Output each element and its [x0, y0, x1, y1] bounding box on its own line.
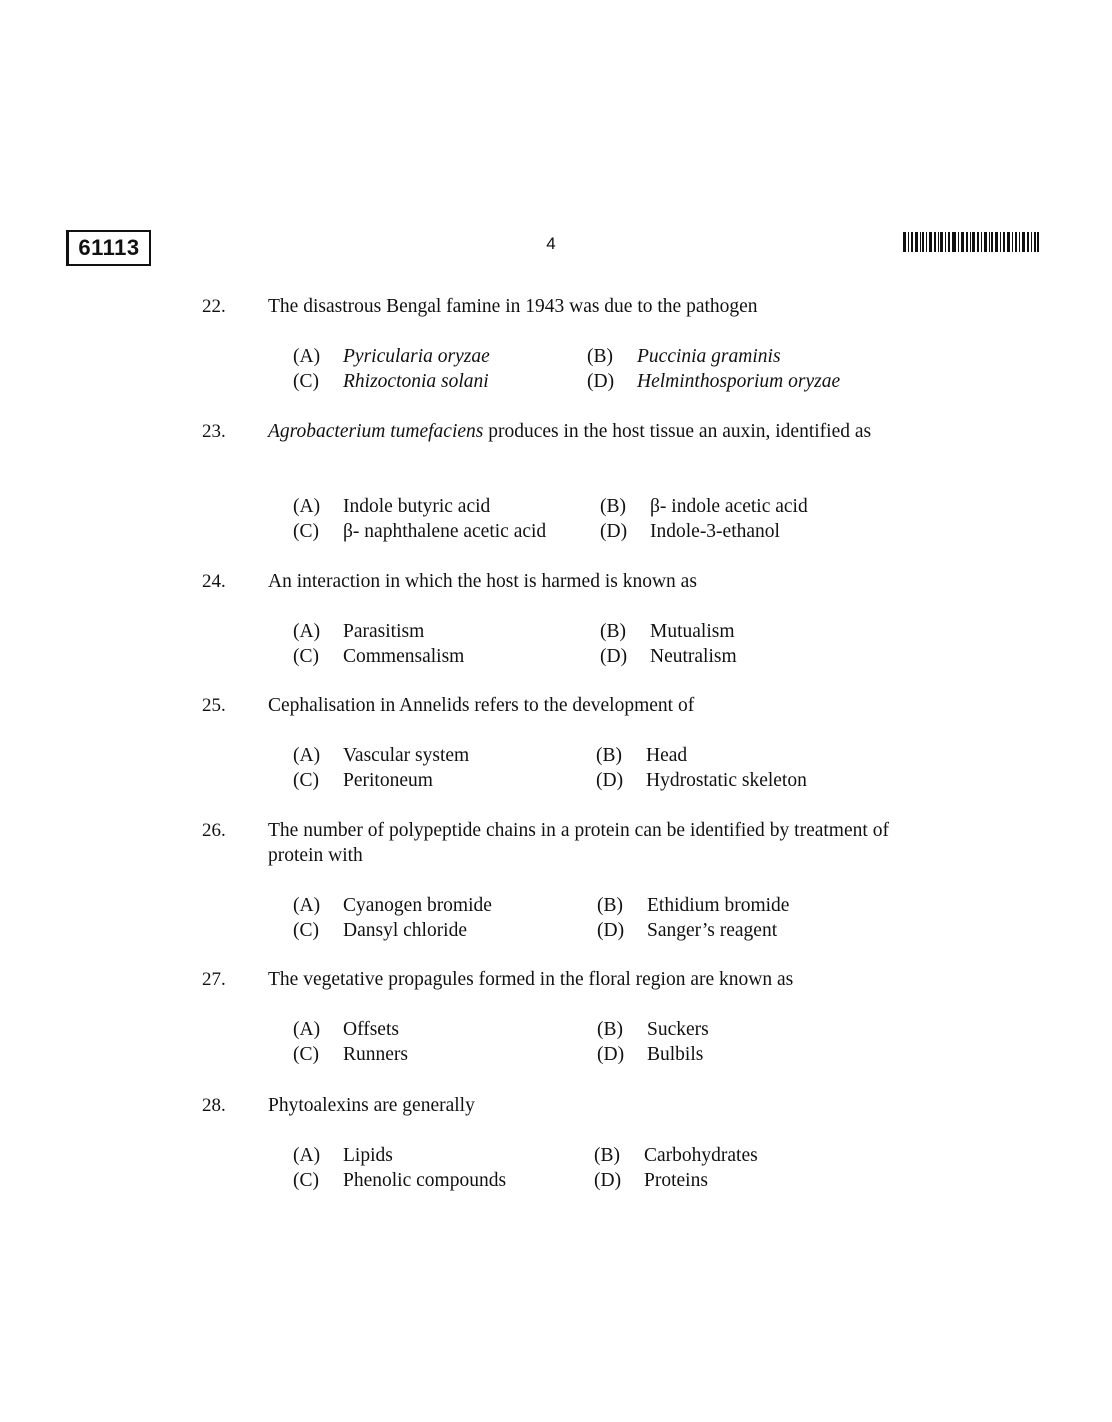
option-d[interactable]: (D) Hydrostatic skeleton: [596, 770, 807, 791]
question-number: 25.: [202, 695, 226, 716]
option-b[interactable]: (B) Ethidium bromide: [597, 895, 790, 916]
question-number: 26.: [202, 820, 226, 841]
option-a[interactable]: (A) Vascular system: [293, 745, 470, 766]
page-header: [0, 0, 1112, 280]
question-text: An interaction in which the host is harmed is known as: [268, 571, 697, 592]
question-number: 22.: [202, 296, 226, 317]
option-c[interactable]: (C) Commensalism: [293, 646, 465, 667]
option-b[interactable]: (B) Carbohydrates: [594, 1145, 758, 1166]
question-text: The number of polypeptide chains in a protein can be identified by treatment of protein with: [268, 820, 889, 866]
question-text: The vegetative propagules formed in the floral region are known as: [268, 969, 794, 990]
question-text: Cephalisation in Annelids refers to the development of: [268, 695, 695, 716]
option-a[interactable]: (A) Lipids: [293, 1145, 393, 1166]
option-c[interactable]: (C) β- naphthalene acetic acid: [293, 521, 547, 542]
option-c[interactable]: (C) Rhizoctonia solani: [293, 371, 489, 392]
question-text: Phytoalexins are generally: [268, 1095, 475, 1116]
option-c[interactable]: (C) Peritoneum: [293, 770, 433, 791]
option-b[interactable]: (B) Suckers: [597, 1019, 709, 1040]
option-a[interactable]: (A) Parasitism: [293, 621, 425, 642]
option-b[interactable]: (B) β- indole acetic acid: [600, 496, 808, 517]
question-number: 23.: [202, 421, 226, 442]
question-number: 24.: [202, 571, 226, 592]
option-d[interactable]: (D) Sanger’s reagent: [597, 920, 778, 941]
page-number: 4: [546, 234, 556, 253]
organism-name: Agrobacterium tumefaciens: [268, 421, 484, 442]
paper-code: 61113: [66, 230, 151, 266]
option-a[interactable]: (A) Pyricularia oryzae: [293, 346, 490, 367]
option-a[interactable]: (A) Offsets: [293, 1019, 399, 1040]
option-d[interactable]: (D) Proteins: [594, 1170, 708, 1191]
question-text: The disastrous Bengal famine in 1943 was due to the pathogen: [268, 296, 758, 317]
question-number: 27.: [202, 969, 226, 990]
option-a[interactable]: (A) Indole butyric acid: [293, 496, 491, 517]
barcode-icon: [903, 232, 1039, 252]
option-d[interactable]: (D) Indole-3-ethanol: [600, 521, 780, 542]
option-d[interactable]: (D) Bulbils: [597, 1044, 704, 1065]
option-b[interactable]: (B) Head: [596, 745, 688, 766]
option-c[interactable]: (C) Dansyl chloride: [293, 920, 468, 941]
option-b[interactable]: (B) Mutualism: [600, 621, 735, 642]
option-d[interactable]: (D) Helminthosporium oryzae: [587, 371, 841, 392]
question-text: Agrobacterium tumefaciens produces in the host tissue an auxin, identified as: [268, 421, 872, 442]
question-number: 28.: [202, 1095, 226, 1116]
option-c[interactable]: (C) Phenolic compounds: [293, 1170, 507, 1191]
option-b[interactable]: (B) Puccinia graminis: [587, 346, 781, 367]
option-c[interactable]: (C) Runners: [293, 1044, 408, 1065]
option-d[interactable]: (D) Neutralism: [600, 646, 737, 667]
option-a[interactable]: (A) Cyanogen bromide: [293, 895, 492, 916]
